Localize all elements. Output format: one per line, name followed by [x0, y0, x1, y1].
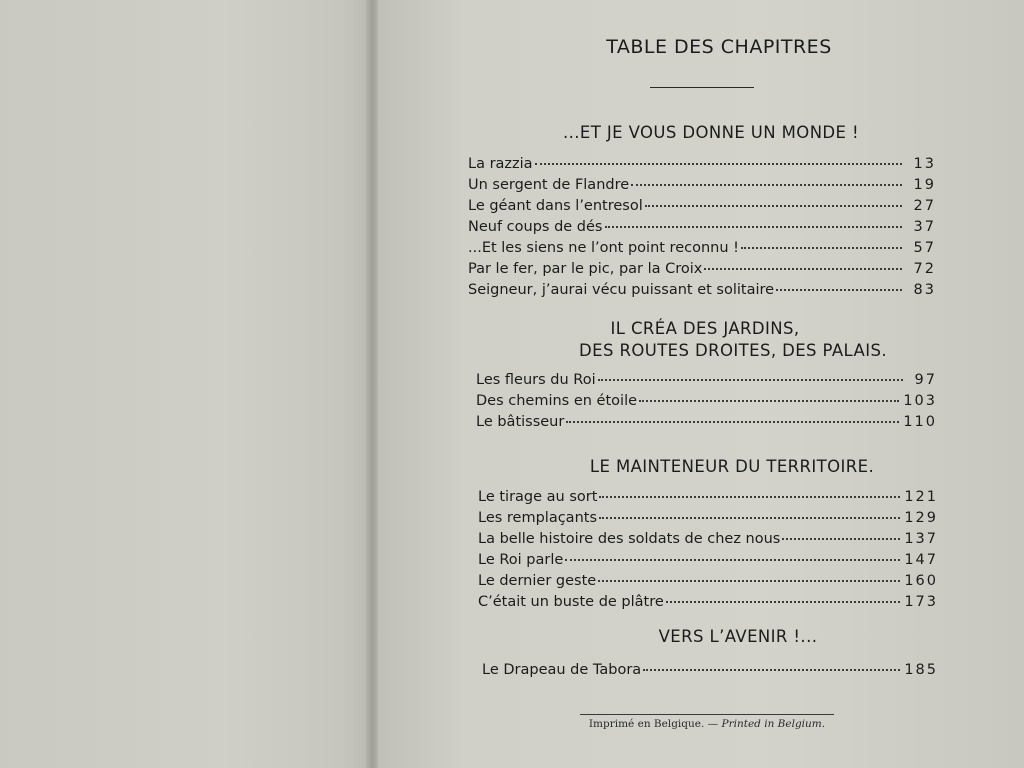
toc-entry-title: Un sergent de Flandre: [468, 177, 630, 193]
toc-entry-page: 97: [914, 372, 937, 388]
toc-entry-page: 110: [903, 414, 937, 430]
toc-entry-title: Seigneur, j’aurai vécu puissant et solitaire: [468, 282, 775, 298]
section-title: [378, 626, 1024, 648]
toc-entry-page: 129: [904, 510, 938, 526]
toc-list: [468, 154, 936, 301]
dot-leader: [535, 163, 902, 165]
toc-entry[interactable]: [476, 370, 937, 391]
toc-entry-page: 137: [904, 531, 938, 547]
toc-entry-title: Le tirage au sort: [478, 489, 598, 505]
footer-rule: [580, 714, 834, 715]
toc-entry[interactable]: [482, 660, 938, 681]
toc-entry-page: 185: [904, 662, 938, 678]
toc-list: [478, 487, 938, 613]
imprint-en: Printed in Belgium.: [721, 718, 826, 730]
toc-entry-title: Les remplaçants: [478, 510, 598, 526]
dot-leader: [645, 205, 902, 207]
dot-leader: [605, 226, 903, 228]
dot-leader: [598, 379, 903, 381]
section-title-line: VERS L’AVENIR !...: [658, 627, 818, 646]
toc-entry-title: Le Roi parle: [478, 552, 564, 568]
toc-entry-title: Par le fer, par le pic, par la Croix: [468, 261, 703, 277]
title-rule: [650, 87, 754, 88]
toc-entry[interactable]: [468, 154, 936, 175]
toc-entry-page: 37: [913, 219, 936, 235]
toc-entry[interactable]: [468, 217, 936, 238]
toc-entry-title: C’était un buste de plâtre: [478, 594, 664, 610]
dot-leader: [631, 184, 902, 186]
section-title-line: DES ROUTES DROITES, DES PALAIS.: [579, 341, 887, 360]
toc-list: [476, 370, 937, 433]
page-title: TABLE DES CHAPITRES: [606, 36, 832, 58]
toc-entry[interactable]: [476, 412, 937, 433]
toc-entry[interactable]: [468, 280, 936, 301]
toc-entry[interactable]: [478, 529, 938, 550]
dot-leader: [566, 421, 899, 423]
toc-entry-title: Le Drapeau de Tabora: [482, 662, 642, 678]
toc-entry-title: Le géant dans l’entresol: [468, 198, 643, 214]
section-title: [378, 318, 1024, 362]
dot-leader: [776, 289, 902, 291]
left-page: [0, 0, 372, 768]
dot-leader: [782, 538, 900, 540]
dot-leader: [704, 268, 902, 270]
toc-entry-page: 57: [913, 240, 936, 256]
section-title-line: LE MAINTENEUR DU TERRITOIRE.: [589, 457, 875, 476]
toc-entry[interactable]: [478, 508, 938, 529]
toc-entry-page: 27: [913, 198, 936, 214]
printer-imprint: [378, 718, 1024, 730]
toc-entry[interactable]: [468, 175, 936, 196]
toc-entry[interactable]: [476, 391, 937, 412]
toc-entry-title: Les fleurs du Roi: [476, 372, 596, 388]
toc-entry-title: Le bâtisseur: [476, 414, 565, 430]
toc-entry-page: 72: [913, 261, 936, 277]
toc-entry-page: 173: [904, 594, 938, 610]
dot-leader: [643, 669, 900, 671]
toc-entry[interactable]: [468, 259, 936, 280]
section-title: [378, 122, 1024, 144]
toc-entry-title: ...Et les siens ne l’ont point reconnu !: [468, 240, 739, 256]
imprint-fr: Imprimé en Belgique. —: [588, 718, 719, 730]
toc-entry[interactable]: [478, 487, 938, 508]
right-page: [378, 0, 1024, 768]
toc-entry[interactable]: [468, 238, 936, 259]
dot-leader: [666, 601, 901, 603]
dot-leader: [599, 496, 900, 498]
toc-entry-page: 103: [903, 393, 937, 409]
toc-entry-page: 121: [904, 489, 938, 505]
toc-entry[interactable]: [468, 196, 936, 217]
dot-leader: [598, 580, 900, 582]
toc-entry-page: 83: [913, 282, 936, 298]
section-title-line: IL CRÉA DES JARDINS,: [610, 319, 800, 338]
toc-entry-title: La belle histoire des soldats de chez nous: [478, 531, 781, 547]
dot-leader: [741, 247, 902, 249]
toc-entry-page: 13: [913, 156, 936, 172]
toc-entry[interactable]: [478, 592, 938, 613]
toc-entry-page: 19: [913, 177, 936, 193]
toc-entry-page: 147: [904, 552, 938, 568]
toc-entry-title: Des chemins en étoile: [476, 393, 638, 409]
dot-leader: [639, 400, 899, 402]
section-title: [378, 456, 1024, 478]
toc-entry[interactable]: [478, 571, 938, 592]
toc-entry-title: Le dernier geste: [478, 573, 597, 589]
toc-entry[interactable]: [478, 550, 938, 571]
dot-leader: [565, 559, 900, 561]
toc-list: [482, 660, 938, 681]
toc-entry-title: La razzia: [468, 156, 533, 172]
toc-entry-title: Neuf coups de dés: [468, 219, 603, 235]
dot-leader: [599, 517, 900, 519]
section-title-line: ...ET JE VOUS DONNE UN MONDE !: [562, 123, 860, 142]
toc-entry-page: 160: [904, 573, 938, 589]
